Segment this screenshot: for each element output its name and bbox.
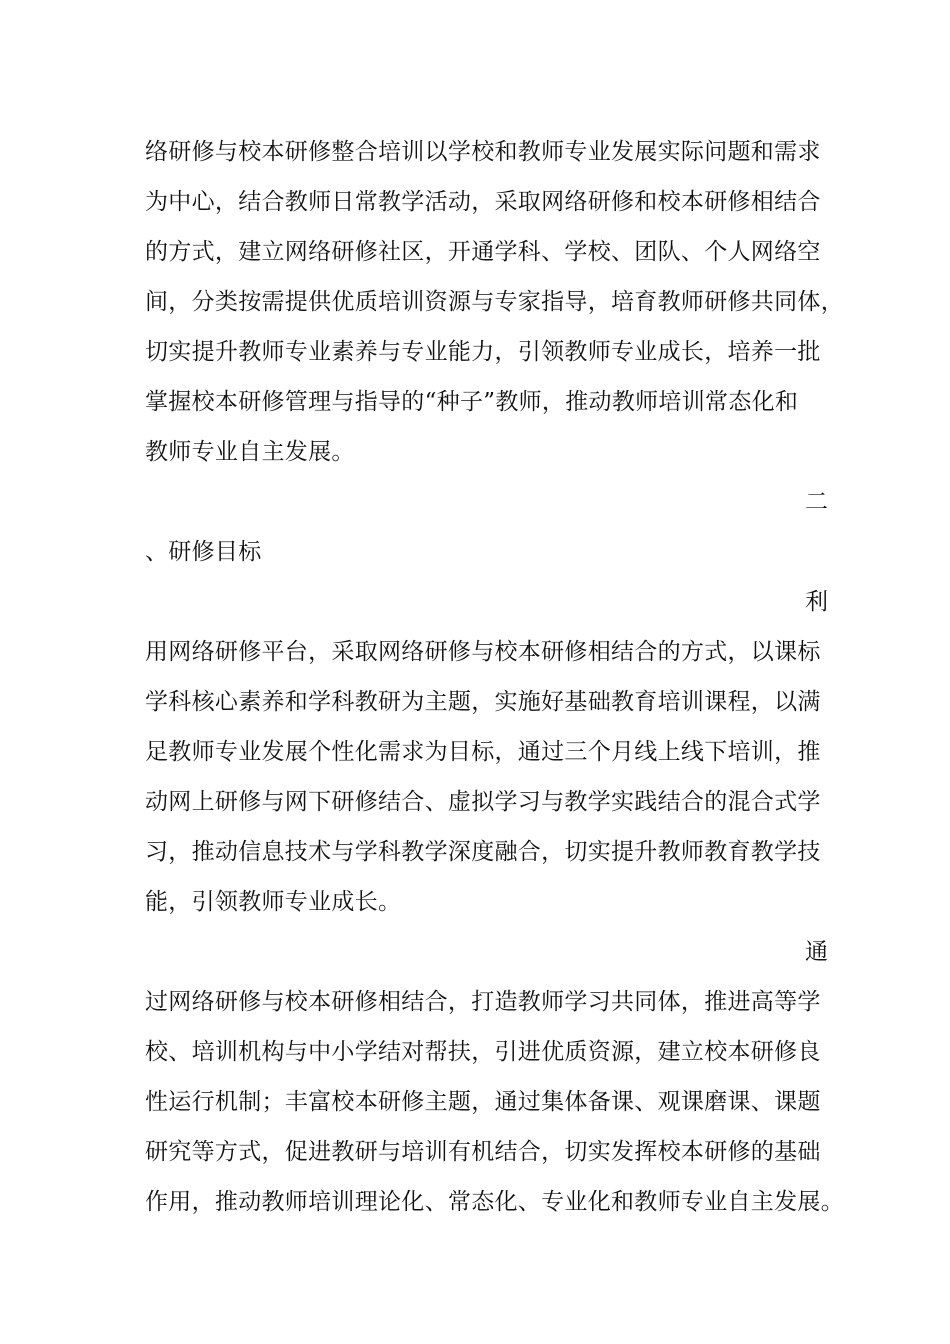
paragraph-3-line: 校、培训机构与中小学结对帮扶，引进优质资源，建立校本研修良 bbox=[145, 1039, 821, 1065]
paragraph-1-line: 切实提升教师专业素养与专业能力，引领教师专业成长，培养一批 bbox=[145, 339, 821, 365]
paragraph-1-line: 络研修与校本研修整合培训以学校和教师专业发展实际问题和需求 bbox=[145, 139, 821, 165]
paragraph-3-line: 性运行机制；丰富校本研修主题，通过集体备课、观课磨课、课题 bbox=[145, 1089, 821, 1115]
paragraph-2-line: 足教师专业发展个性化需求为目标，通过三个月线上线下培训，推 bbox=[145, 739, 821, 765]
section-2-title: 、研修目标 bbox=[145, 539, 262, 565]
paragraph-3-line: 研究等方式，促进教研与培训有机结合，切实发挥校本研修的基础 bbox=[145, 1139, 821, 1165]
paragraph-2-line: 动网上研修与网下研修结合、虚拟学习与教学实践结合的混合式学 bbox=[145, 789, 821, 815]
paragraph-1-line: 为中心，结合教师日常教学活动，采取网络研修和校本研修相结合 bbox=[145, 189, 821, 215]
paragraph-2-line: 习，推动信息技术与学科教学深度融合，切实提升教师教育教学技 bbox=[145, 839, 821, 865]
paragraph-3-line: 过网络研修与校本研修相结合，打造教师学习共同体，推进高等学 bbox=[145, 989, 821, 1015]
paragraph-1-line: 教师专业自主发展。 bbox=[145, 439, 355, 465]
paragraph-2-line: 能，引领教师专业成长。 bbox=[145, 889, 402, 915]
paragraph-1-line: 掌握校本研修管理与指导的“种子”教师，推动教师培训常态化和 bbox=[145, 389, 799, 415]
paragraph-2-line: 用网络研修平台，采取网络研修与校本研修相结合的方式，以课标 bbox=[145, 639, 821, 665]
section-2-number: 二 bbox=[805, 489, 828, 515]
paragraph-2-line: 学科核心素养和学科教研为主题，实施好基础教育培训课程，以满 bbox=[145, 689, 821, 715]
paragraph-3-line: 作用，推动教师培训理论化、常态化、专业化和教师专业自主发展。 bbox=[145, 1189, 844, 1215]
paragraph-2-first-char: 利 bbox=[805, 589, 828, 615]
paragraph-1-line: 间，分类按需提供优质培训资源与专家指导，培育教师研修共同体， bbox=[145, 289, 844, 315]
paragraph-3-first-char: 通 bbox=[805, 939, 828, 965]
paragraph-1-line: 的方式，建立网络研修社区，开通学科、学校、团队、个人网络空 bbox=[145, 239, 821, 265]
